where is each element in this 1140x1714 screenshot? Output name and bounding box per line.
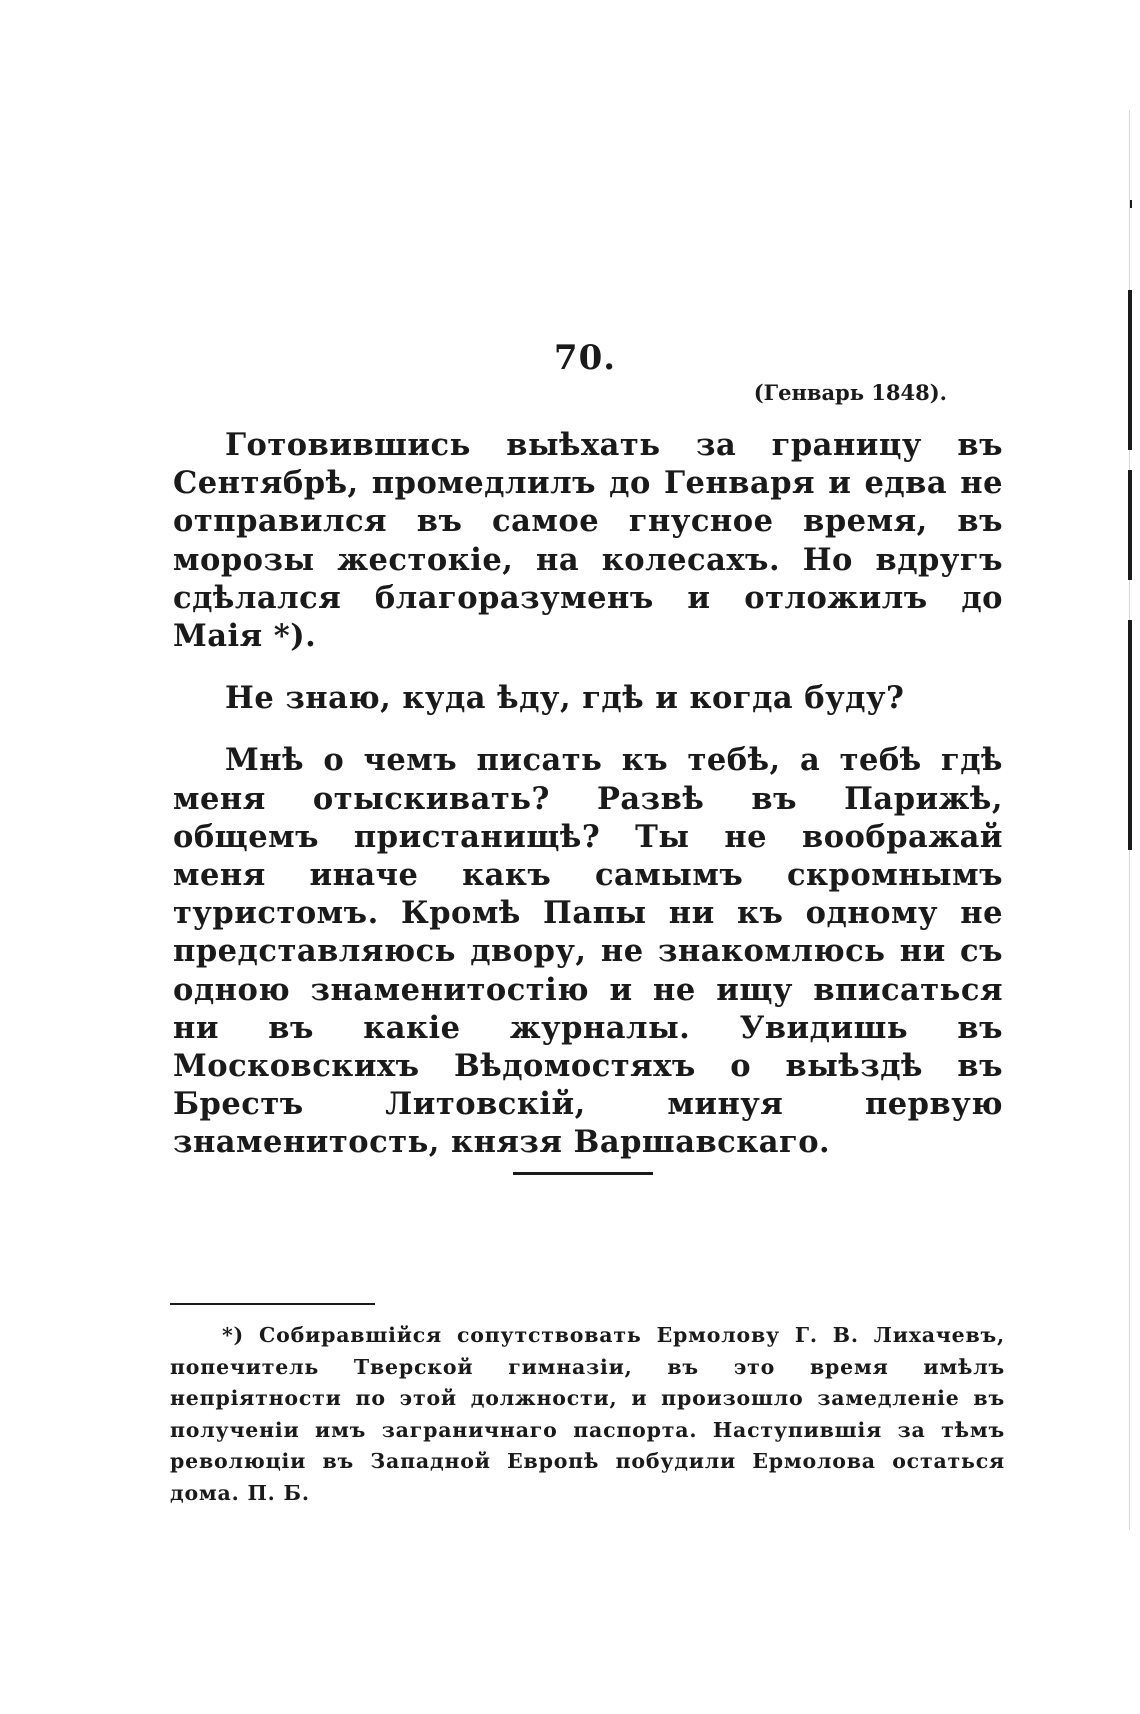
margin-mark [1130, 200, 1132, 208]
margin-mark [1128, 620, 1132, 850]
letter-date: (Генварь 1848). [753, 380, 947, 405]
paragraph: Готовившись выѣхать за границу въ Сентябрѣ, промедлилъ до Генваря и едва не отправился въ самое гнусное время, въ морозы жестокіе, на колесахъ. Но вдругъ сдѣлался благоразуменъ и отложилъ до Маія *). [173, 427, 1003, 655]
paragraph: Не знаю, куда ѣду, гдѣ и когда буду? [225, 680, 905, 717]
margin-mark [1128, 470, 1132, 580]
section-separator [513, 1172, 653, 1175]
paragraph: Мнѣ о чемъ писать къ тебѣ, а тебѣ гдѣ меня отыскивать? Развѣ въ Парижѣ, общемъ пристанищѣ? Ты не воображай меня иначе какъ самымъ скромнымъ туристомъ. Кромѣ Папы ни къ одному не представляюсь двору, не знакомлюсь ни съ одною знаменитостію и не ищу вписаться ни въ какіе журналы. Увидишь въ Московскихъ Вѣдомостяхъ о выѣздѣ въ Брестъ Литовскій, минуя первую знаменитость, князя Варшавскаго. [173, 742, 1003, 1161]
footnote-rule [170, 1303, 375, 1305]
footnote [170, 1320, 1005, 1509]
letter-body [173, 426, 1003, 1186]
footnote-text: *) Собиравшійся сопутствовать Ермолову Г. В. Лихачевъ, попечитель Тверской гимназіи, въ это время имѣлъ непріятности по этой должности, и произошло замедленіе въ полученіи имъ заграничнаго паспорта. Наступившія за тѣмъ революціи въ Западной Европѣ побудили Ермолова остаться дома. П. Б. [170, 1323, 1005, 1505]
letter-number: 70. [553, 338, 617, 378]
